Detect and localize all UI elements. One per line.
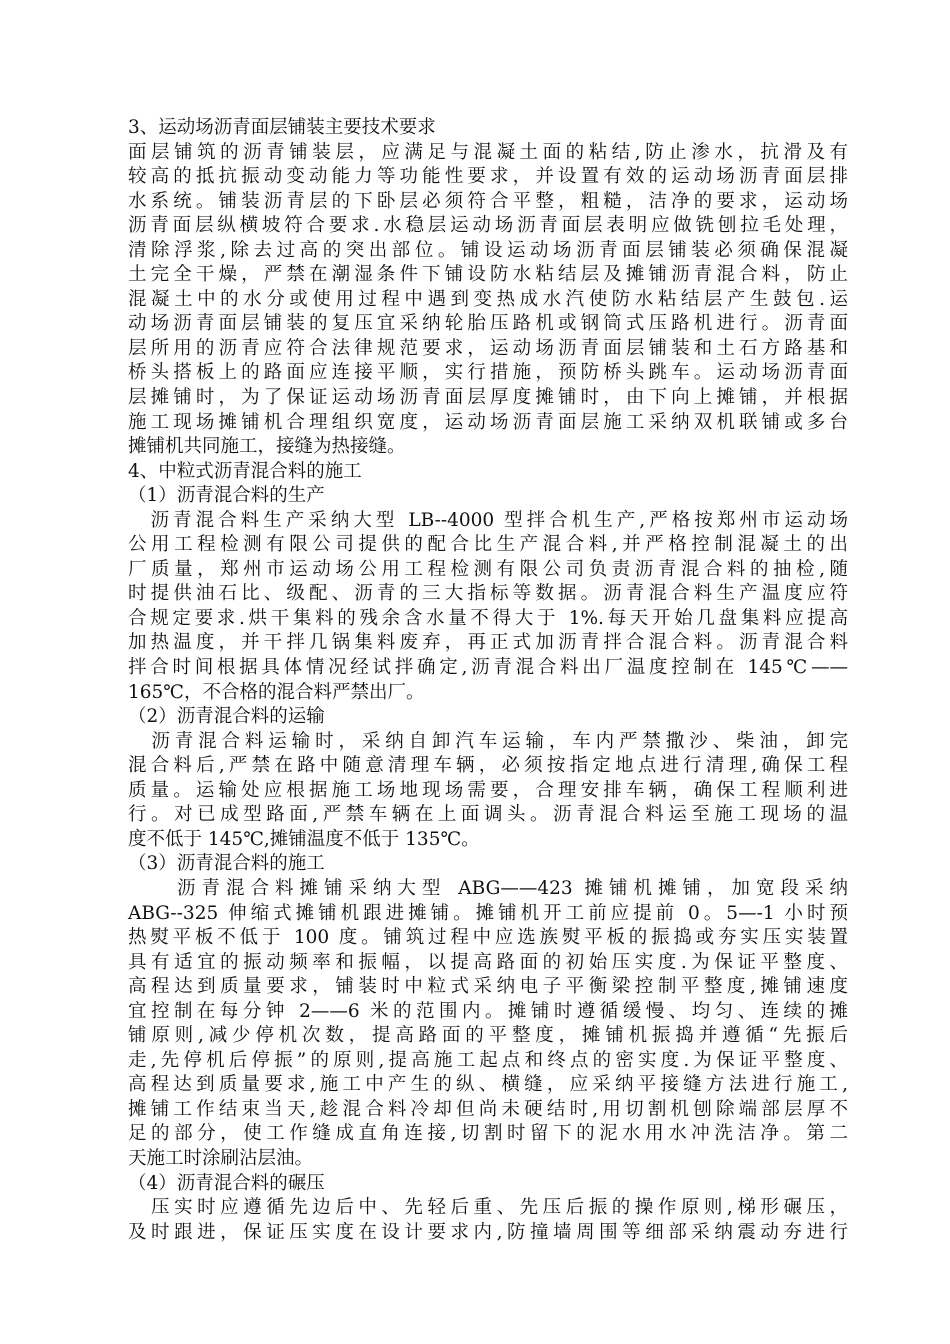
subsection-4-body bbox=[128, 1196, 848, 1245]
paragraph-line: 时提供油石比、级配、沥青的三大指标等数据。沥青混合料生产温度应符 bbox=[128, 583, 848, 605]
document-page bbox=[128, 116, 848, 1245]
paragraph-line: 层所用的沥青应符合法律规范要求，运动场沥青面层铺装和土石方路基和 bbox=[128, 337, 848, 359]
paragraph-line: 施工现场摊铺机合理组织宽度，运动场沥青面层施工采纳双机联铺或多台 bbox=[128, 411, 848, 433]
paragraph-line: 合规定要求.烘干集料的残余含水量不得大于 1%.每天开始几盘集料应提高 bbox=[128, 607, 848, 629]
paragraph-line: 桥头搭板上的路面应连接平顺，实行措施，预防桥头跳车。运动场沥青面 bbox=[128, 362, 848, 384]
subsection-3-heading: （3）沥青混合料的施工 bbox=[128, 853, 325, 875]
subsection-1-body bbox=[128, 509, 848, 705]
paragraph-line: 行。对已成型路面,严禁车辆在上面调头。沥青混合料运至施工现场的温 bbox=[128, 804, 848, 826]
subsection-4-heading: （4）沥青混合料的碾压 bbox=[128, 1172, 325, 1194]
subsection-2-heading: （2）沥青混合料的运输 bbox=[128, 706, 325, 728]
paragraph-line: 及时跟进，保证压实度在设计要求内,防撞墙周围等细部采纳震动夯进行 bbox=[128, 1221, 848, 1243]
paragraph-line: 天施工时涂刷沾层油。 bbox=[128, 1147, 314, 1169]
paragraph-line: 高程达到质量要求,施工中产生的纵、横缝，应采纳平接缝方法进行施工, bbox=[128, 1074, 848, 1096]
paragraph-line: 清除浮浆,除去过高的突出部位。铺设运动场沥青面层铺装必须确保混凝 bbox=[128, 239, 848, 261]
paragraph-line: 混合料后,严禁在路中随意清理车辆，必须按指定地点进行清理,确保工程 bbox=[128, 755, 848, 777]
paragraph-line: 土完全干燥，严禁在潮湿条件下铺设防水粘结层及摊铺沥青混合料，防止 bbox=[128, 264, 848, 286]
section-3-body bbox=[128, 141, 848, 460]
paragraph-line: 厂质量，郑州市运动场公用工程检测有限公司负责沥青混合料的抽检,随 bbox=[128, 558, 848, 580]
paragraph-line: 水系统。铺装沥青层的下卧层必须符合平整，粗糙，洁净的要求，运动场 bbox=[128, 190, 848, 212]
paragraph-line: 摊铺机共同施工，接缝为热接缝。 bbox=[128, 436, 406, 458]
section-4-heading: 4、中粒式沥青混合料的施工 bbox=[128, 460, 362, 482]
paragraph-line: 宜控制在每分钟 2——6 米的范围内。摊铺时遵循缓慢、均匀、连续的摊 bbox=[128, 1000, 848, 1022]
subsection-3-body bbox=[128, 877, 848, 1172]
paragraph-line: 摊铺工作结束当天,趁混合料冷却但尚未硬结时,用切割机刨除端部层厚不 bbox=[128, 1098, 848, 1120]
paragraph-line: 具有适宜的振动频率和振幅，以提高路面的初始压实度.为保证平整度、 bbox=[128, 951, 848, 973]
paragraph-line: 加热温度，并干拌几锅集料废弃，再正式加沥青拌合混合料。沥青混合料 bbox=[128, 632, 848, 654]
paragraph-line: 拌合时间根据具体情况经试拌确定,沥青混合料出厂温度控制在 145℃—— bbox=[128, 657, 848, 679]
subsection-1-heading: （1）沥青混合料的生产 bbox=[128, 485, 325, 507]
paragraph-line: 度不低于 145℃,摊铺温度不低于 135℃。 bbox=[128, 828, 480, 850]
paragraph-line: 165℃，不合格的混合料严禁出厂。 bbox=[128, 681, 425, 703]
section-3-heading: 3、运动场沥青面层铺装主要技术要求 bbox=[128, 117, 436, 138]
paragraph-line: 公用工程检测有限公司提供的配合比生产混合料,并严格控制混凝土的出 bbox=[128, 534, 848, 556]
paragraph-line: 铺原则,减少停机次数，提高路面的平整度，摊铺机振捣并遵循“先振后 bbox=[128, 1025, 848, 1047]
paragraph-line: 较高的抵抗振动变动能力等功能性要求，并设置有效的运动场沥青面层排 bbox=[128, 166, 848, 188]
paragraph-line: 面层铺筑的沥青铺装层，应满足与混凝土面的粘结,防止渗水，抗滑及有 bbox=[128, 141, 848, 163]
paragraph-line: 沥青面层纵横坡符合要求.水稳层运动场沥青面层表明应做铣刨拉毛处理， bbox=[128, 215, 848, 237]
paragraph-line: 混凝土中的水分或使用过程中遇到变热成水汽使防水粘结层产生鼓包.运 bbox=[128, 288, 848, 310]
paragraph-line: ABG--325 伸缩式摊铺机跟进摊铺。摊铺机开工前应提前 0。5—-1 小时预 bbox=[128, 902, 848, 924]
subsection-2-body bbox=[128, 730, 848, 853]
paragraph-line: 走,先停机后停振”的原则,提高施工起点和终点的密实度.为保证平整度、 bbox=[128, 1049, 848, 1071]
paragraph-line: 质量。运输处应根据施工场地现场需要，合理安排车辆，确保工程顺利进 bbox=[128, 779, 848, 801]
paragraph-line: 沥青混合料生产采纳大型 LB--4000 型拌合机生产,严格按郑州市运动场 bbox=[128, 509, 848, 531]
paragraph-line: 热熨平板不低于 100 度。铺筑过程中应选族熨平板的振捣或夯实压实装置 bbox=[128, 927, 848, 949]
paragraph-line: 沥青混合料摊铺采纳大型 ABG——423 摊铺机摊铺，加宽段采纳 bbox=[128, 877, 848, 899]
paragraph-line: 高程达到质量要求，铺装时中粒式采纳电子平衡梁控制平整度,摊铺速度 bbox=[128, 976, 848, 998]
paragraph-line: 压实时应遵循先边后中、先轻后重、先压后振的操作原则,梯形碾压， bbox=[128, 1197, 848, 1219]
paragraph-line: 层摊铺时，为了保证运动场沥青面层厚度摊铺时，由下向上摊铺，并根据 bbox=[128, 387, 848, 409]
paragraph-line: 足的部分，使工作缝成直角连接,切割时留下的泥水用水冲洗洁净。第二 bbox=[128, 1123, 848, 1145]
paragraph-line: 沥青混合料运输时，采纳自卸汽车运输，车内严禁撒沙、柴油，卸完 bbox=[128, 730, 848, 752]
paragraph-line: 动场沥青面层铺装的复压宜采纳轮胎压路机或钢筒式压路机进行。沥青面 bbox=[128, 313, 848, 335]
